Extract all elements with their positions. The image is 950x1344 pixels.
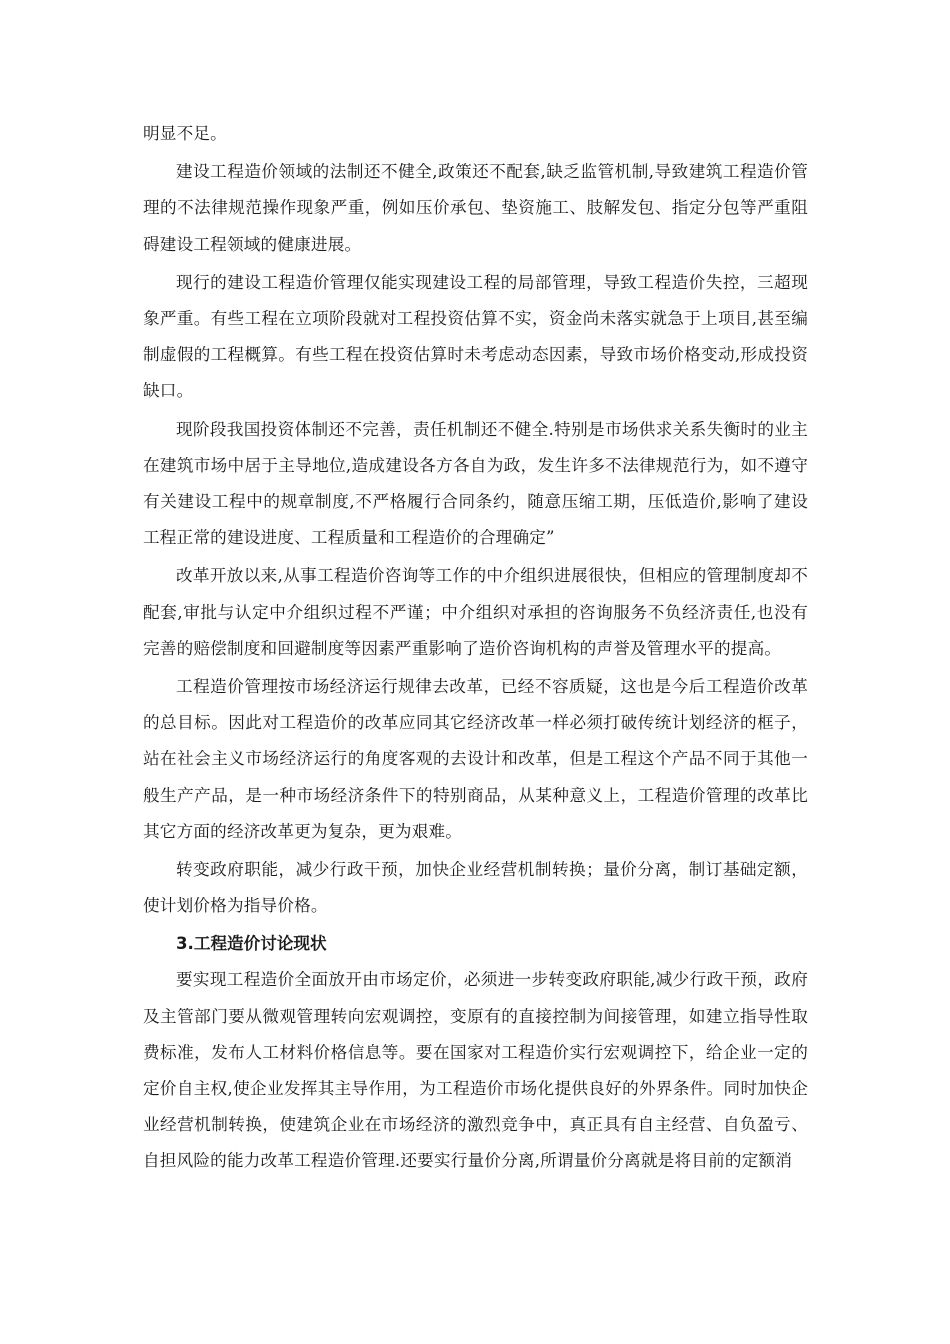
section-heading: 3.工程造价讨论现状	[176, 934, 327, 954]
paragraph-investment-system: 现阶段我国投资体制还不完善，责任机制还不健全.特别是市场供求关系失衡时的业主在建筑市场中居于主导地位,造成建设各方各自为政，发生许多不法律规范行为，如不遵守有关建设工程中的规章制度,不严格履行合同条约，随意压缩工期，压低造价,影响了建设工程正常的建设进度、工程质量和工程造价的合理确定”	[143, 419, 808, 548]
continuation-paragraph: 明显不足。	[143, 124, 227, 143]
document-page	[143, 116, 808, 1182]
paragraph-market-pricing: 要实现工程造价全面放开由市场定价，必须进一步转变政府职能,减少行政干预，政府及主管部门要从微观管理转向宏观调控，变原有的直接控制为间接管理，如建立指导性取费标准，发布人工材料价格信息等。要在国家对工程造价实行宏观调控下，给企业一定的定价自主权,使企业发挥其主导作用，为工程造价市场化提供良好的外界条件。同时加快企业经营机制转换，使建筑企业在市场经济的激烈竞争中，真正具有自主经营、自负盈亏、自担风险的能力改革工程造价管理.还要实行量价分离,所谓量价分离就是将目前的定额消	[143, 970, 808, 1171]
paragraph-legal-system: 建设工程造价领域的法制还不健全,政策还不配套,缺乏监管机制,导致建筑工程造价管理的不法律规范操作现象严重，例如压价承包、垫资施工、肢解发包、指定分包等严重阻碍建设工程领域的健康进展。	[143, 162, 808, 254]
paragraph-government-function: 转变政府职能，减少行政干预，加快企业经营机制转换；量价分离，制订基础定额，使计划价格为指导价格。	[143, 860, 808, 916]
paragraph-reform-goal: 工程造价管理按市场经济运行规律去改革，已经不容质疑，这也是今后工程造价改革的总目标。因此对工程造价的改革应同其它经济改革一样必须打破传统计划经济的框子，站在社会主义市场经济运行的角度客观的去设计和改革，但是工程这个产品不同于其他一般生产产品，是一种市场经济条件下的特别商品，从某种意义上，工程造价管理的改革比其它方面的经济改革更为复杂，更为艰难。	[143, 677, 808, 841]
paragraph-partial-management: 现行的建设工程造价管理仅能实现建设工程的局部管理，导致工程造价失控，三超现象严重。有些工程在立项阶段就对工程投资估算不实，资金尚未落实就急于上项目,甚至编制虚假的工程概算。有些工程在投资估算时未考虑动态因素，导致市场价格变动,形成投资缺口。	[143, 272, 808, 401]
paragraph-intermediary-organizations: 改革开放以来,从事工程造价咨询等工作的中介组织进展很快，但相应的管理制度却不配套,审批与认定中介组织过程不严谨；中介组织对承担的咨询服务不负经济责任,也没有完善的赔偿制度和回避制度等因素严重影响了造价咨询机构的声誉及管理水平的提高。	[143, 566, 808, 658]
